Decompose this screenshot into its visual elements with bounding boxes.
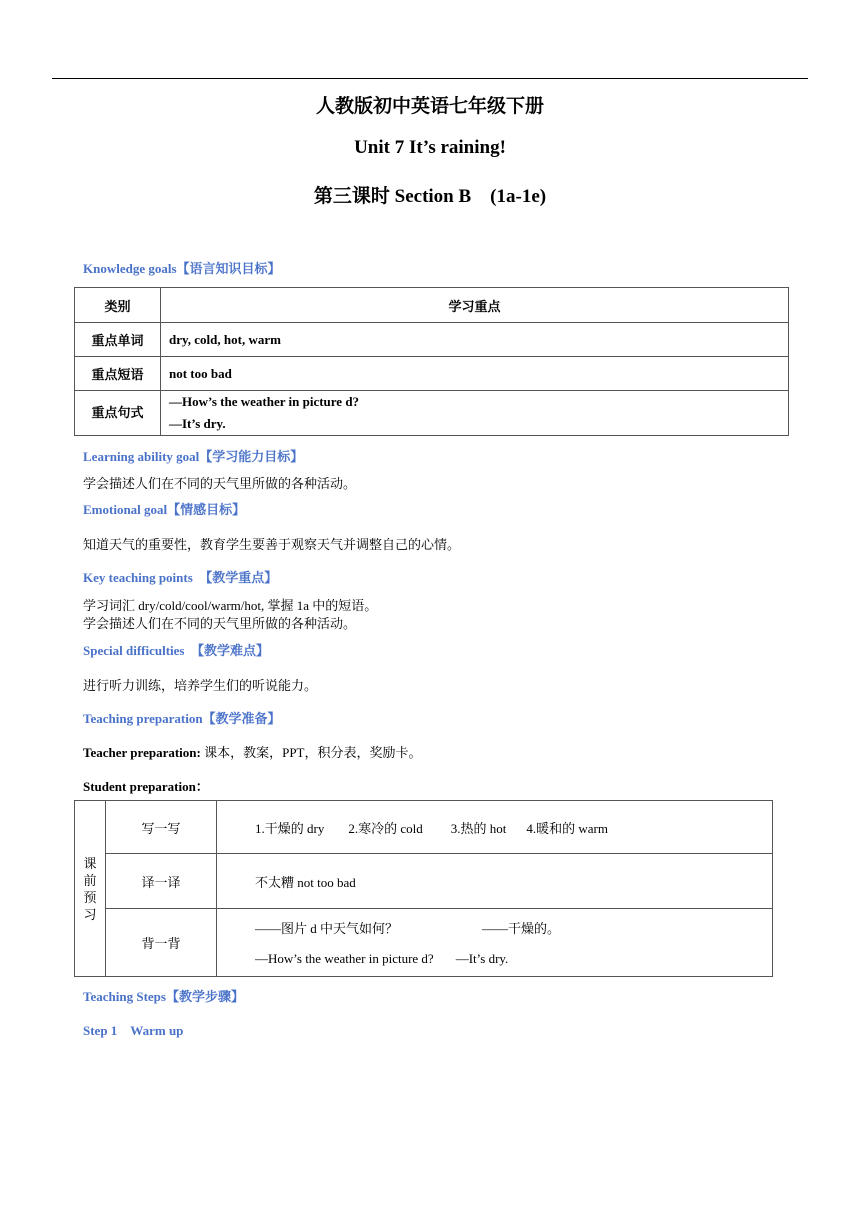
table-row xyxy=(75,323,789,357)
learning-ability-heading: Learning ability goal【学习能力目标】 xyxy=(83,449,304,464)
table-row xyxy=(75,391,789,436)
lesson-title: 第三课时 Section B (1a-1e) xyxy=(313,186,547,207)
row-content: not too bad xyxy=(161,357,789,391)
document-title: 人教版初中英语七年级下册 xyxy=(315,96,544,117)
answer-cn: ——干燥的。 xyxy=(482,921,561,936)
step1-heading: Step 1 Warm up xyxy=(83,1023,184,1038)
difficulties-heading: Special difficulties 【教学难点】 xyxy=(83,643,269,658)
emotional-goal-text: 知道天气的重要性，教育学生要善于观察天气并调整自己的心情。 xyxy=(83,537,461,552)
row-content xyxy=(217,909,773,977)
row-label: 译一译 xyxy=(106,854,217,909)
key-points-line2: 学会描述人们在不同的天气里所做的各种活动。 xyxy=(83,616,357,631)
unit-title: Unit 7 It’s raining! xyxy=(354,137,506,158)
row-category: 重点句式 xyxy=(75,391,161,436)
row-content: 1.干燥的 dry 2.寒冷的 cold 3.热的 hot 4.暖和的 warm xyxy=(217,801,773,854)
table-row xyxy=(75,854,773,909)
teacher-preparation xyxy=(83,742,422,761)
question-en: —How’s the weather in picture d? xyxy=(255,951,434,966)
question-cn: ——图片 d 中天气如何？ xyxy=(255,921,399,936)
key-points-line1: 学习词汇 dry/cold/cool/warm/hot, 掌握 1a 中的短语。 xyxy=(83,598,378,613)
difficulties-text: 进行听力训练，培养学生们的听说能力。 xyxy=(83,678,318,693)
answer-en: —It’s dry. xyxy=(455,951,509,966)
key-points-heading: Key teaching points 【教学重点】 xyxy=(83,570,278,585)
emotional-goal-heading: Emotional goal【情感目标】 xyxy=(83,502,246,517)
row-content xyxy=(161,391,789,436)
knowledge-goals-table xyxy=(74,287,789,436)
row-category: 重点单词 xyxy=(75,323,161,357)
table-row xyxy=(75,801,773,854)
row-content: 不太糟 not too bad xyxy=(217,854,773,909)
sentence-question: —How’s the weather in picture d? xyxy=(169,394,360,409)
header-category: 类别 xyxy=(75,288,161,323)
teaching-steps-heading: Teaching Steps【教学步骤】 xyxy=(83,989,244,1004)
learning-ability-text: 学会描述人们在不同的天气里所做的各种活动。 xyxy=(83,476,357,491)
row-content: dry, cold, hot, warm xyxy=(161,323,789,357)
table-row xyxy=(75,357,789,391)
knowledge-goals-heading: Knowledge goals【语言知识目标】 xyxy=(83,261,281,276)
sentence-answer: —It’s dry. xyxy=(169,416,226,431)
header-rule xyxy=(52,78,808,79)
header-focus: 学习重点 xyxy=(161,288,789,323)
preview-side-label: 课 前 预 习 xyxy=(75,801,106,977)
table-header-row xyxy=(75,288,789,323)
student-preparation-label: Student preparation： xyxy=(83,779,209,794)
preview-table xyxy=(74,800,773,977)
table-row xyxy=(75,909,773,977)
preparation-heading: Teaching preparation【教学准备】 xyxy=(83,711,281,726)
row-label: 写一写 xyxy=(106,801,217,854)
row-category: 重点短语 xyxy=(75,357,161,391)
row-label: 背一背 xyxy=(106,909,217,977)
teacher-preparation-label: Teacher preparation: xyxy=(83,745,201,760)
teacher-preparation-text: 课本，教案，PPT，积分表，奖励卡。 xyxy=(200,745,422,760)
